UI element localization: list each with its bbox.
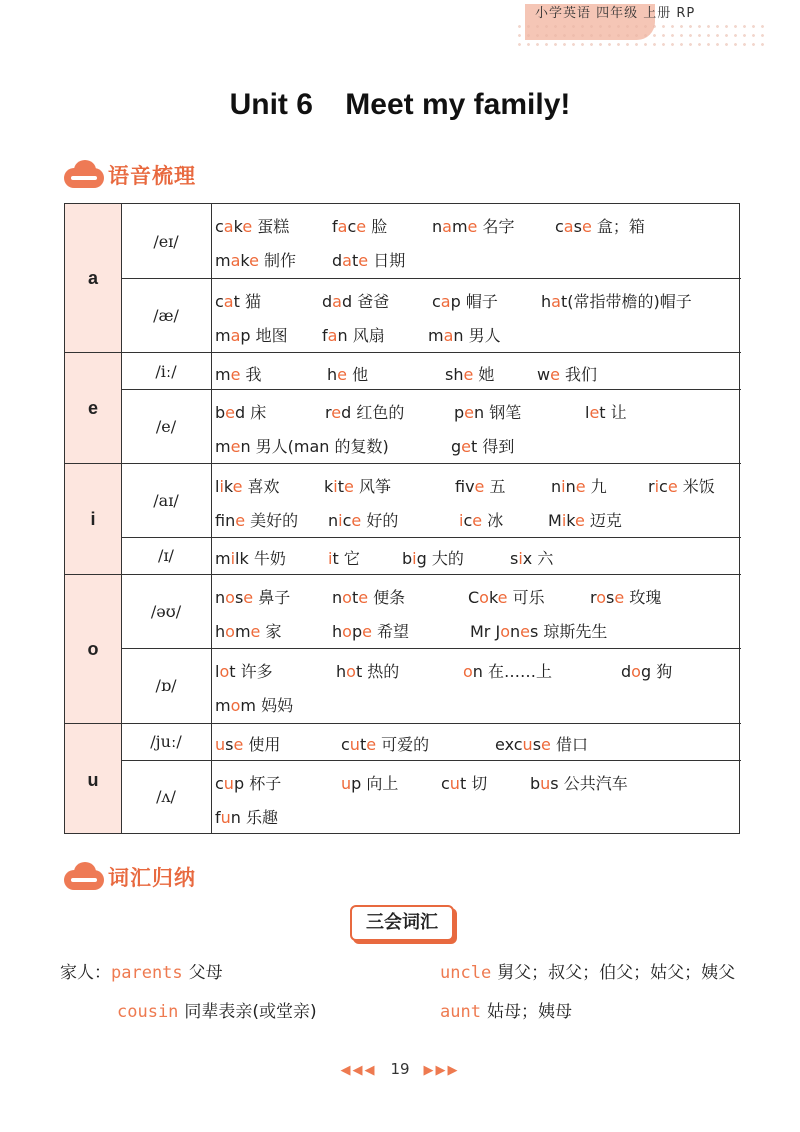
header-dot-pattern [515, 22, 765, 46]
row-divider [65, 352, 741, 353]
word-entry: hot 热的 [336, 662, 400, 681]
word-entry: big 大的 [402, 549, 464, 568]
word-entry: hat(常指带檐的)帽子 [541, 292, 692, 311]
word-entry: cup 杯子 [215, 774, 282, 793]
phonetic-symbol: /juː/ [150, 732, 182, 751]
word-entry: she 她 [445, 365, 495, 384]
word-entry: it 它 [328, 549, 360, 568]
header-text: 小学英语 四年级 上册 RP [535, 6, 696, 21]
word-entry: like 喜欢 [215, 477, 280, 496]
word-entry: red 红色的 [325, 403, 405, 422]
vocab-meaning: 舅父；叔父；伯父；姑父；姨父 [497, 963, 736, 983]
word-entry: cake 蛋糕 [215, 217, 290, 236]
word-entry: man 男人 [428, 326, 501, 345]
vocab-row [440, 997, 572, 1022]
letter-e: e [87, 398, 98, 418]
word-entry: dog 狗 [621, 662, 673, 681]
word-entry: bed 床 [215, 403, 267, 422]
word-entry: nose 鼻子 [215, 588, 291, 607]
word-entry: up 向上 [341, 774, 399, 793]
word-entry: Coke 可乐 [468, 588, 545, 607]
word-entry: dad 爸爸 [322, 292, 390, 311]
word-entry: kite 风筝 [324, 477, 391, 496]
word-entry: cap 帽子 [432, 292, 498, 311]
vocab-box-title: 三会词汇 [350, 905, 454, 941]
row-divider [121, 648, 741, 649]
word-entry: me 我 [215, 365, 262, 384]
arrow-left-icon: ◀◀◀ [340, 1063, 377, 1078]
vocab-row [117, 997, 317, 1022]
letter-u: u [87, 770, 99, 790]
section-heading-vocab [62, 862, 196, 892]
word-entry: rose 玫瑰 [590, 588, 662, 607]
phonetic-symbol: /ɪ/ [158, 546, 174, 565]
section-label: 语音梳理 [108, 164, 196, 188]
word-entry: nine 九 [551, 477, 607, 496]
word-entry: cut 切 [441, 774, 488, 793]
section-label: 词汇归纳 [108, 866, 196, 890]
word-entry: ice 冰 [459, 511, 504, 530]
word-entry: face 脸 [332, 217, 388, 236]
vocab-meaning: 姑母；姨母 [486, 1002, 572, 1022]
vocab-word: aunt [440, 1002, 481, 1022]
unit-name: Meet my family! [345, 88, 571, 121]
phonetic-symbol: /æ/ [153, 306, 179, 325]
section-heading-phonics [62, 160, 196, 190]
word-entry: nice 好的 [328, 511, 399, 530]
row-divider [121, 537, 741, 538]
word-entry: he 他 [327, 365, 369, 384]
vocab-word: uncle [440, 963, 492, 983]
word-entry: Mr Jones 琼斯先生 [470, 622, 608, 641]
word-entry: bus 公共汽车 [530, 774, 628, 793]
page-footer [0, 1060, 800, 1078]
word-entry: rice 米饭 [648, 477, 715, 496]
word-entry: home 家 [215, 622, 282, 641]
word-entry: fve 五 [455, 477, 506, 496]
word-entry: lot 许多 [215, 662, 273, 681]
word-entry: six 六 [510, 549, 554, 568]
phonetic-symbol: /eɪ/ [153, 232, 179, 251]
word-entry: excuse 借口 [495, 735, 588, 754]
phonetic-symbol: /aɪ/ [153, 491, 179, 510]
cloud-icon [62, 160, 106, 190]
word-entry: men 男人(man 的复数) [215, 437, 389, 456]
word-entry: name 名字 [432, 217, 515, 236]
row-divider [65, 463, 741, 464]
phonetic-symbol: /əʊ/ [150, 602, 182, 621]
word-entry: we 我们 [537, 365, 598, 384]
phonetic-symbol: /ʌ/ [156, 787, 176, 806]
word-entry: note 便条 [332, 588, 406, 607]
word-entry: cat 猫 [215, 292, 261, 311]
word-entry: fne 美好的 [215, 511, 299, 530]
vocab-meaning: 同辈表亲(或堂亲) [184, 1002, 317, 1022]
page-number: 19 [390, 1060, 410, 1078]
word-entry: date 日期 [332, 251, 406, 270]
word-entry: cute 可爱的 [341, 735, 430, 754]
word-entry: fan 风扇 [322, 326, 385, 345]
phonetic-symbol: /iː/ [155, 362, 177, 381]
cloud-icon [62, 862, 106, 892]
word-entry: mom 妈妈 [215, 696, 294, 715]
phonetic-symbol: /e/ [155, 417, 177, 436]
word-entry: let 让 [585, 403, 627, 422]
word-entry: get 得到 [451, 437, 515, 456]
word-entry: on 在……上 [463, 662, 553, 681]
row-divider [65, 723, 741, 724]
vocab-row [440, 958, 735, 983]
word-entry: use 使用 [215, 735, 281, 754]
row-divider [121, 278, 741, 279]
letter-i: i [90, 509, 96, 529]
letter-o: o [87, 639, 99, 659]
word-entry: fun 乐趣 [215, 808, 279, 827]
vocab-word: parents [111, 963, 183, 983]
word-entry: map 地图 [215, 326, 288, 345]
word-entry: pen 钢笔 [454, 403, 522, 422]
category-label: 家人： [60, 963, 111, 983]
arrow-right-icon: ▶▶▶ [423, 1063, 460, 1078]
phonics-table [64, 203, 740, 834]
vocab-word: cousin [117, 1002, 179, 1022]
unit-title [0, 88, 800, 122]
word-entry: case 盒；箱 [555, 217, 645, 236]
row-divider [65, 574, 741, 575]
row-divider [121, 389, 741, 390]
column-divider [211, 204, 212, 833]
unit-number: Unit 6 [229, 88, 313, 121]
word-entry: make 制作 [215, 251, 297, 270]
row-divider [121, 760, 741, 761]
vocab-meaning: 父母 [188, 963, 223, 983]
word-entry: Mike 迈克 [548, 511, 622, 530]
phonetic-symbol: /ɒ/ [155, 676, 177, 695]
letter-a: a [87, 268, 98, 288]
word-entry: milk 牛奶 [215, 549, 286, 568]
word-entry: hope 希望 [332, 622, 410, 641]
vocab-row [60, 958, 223, 983]
